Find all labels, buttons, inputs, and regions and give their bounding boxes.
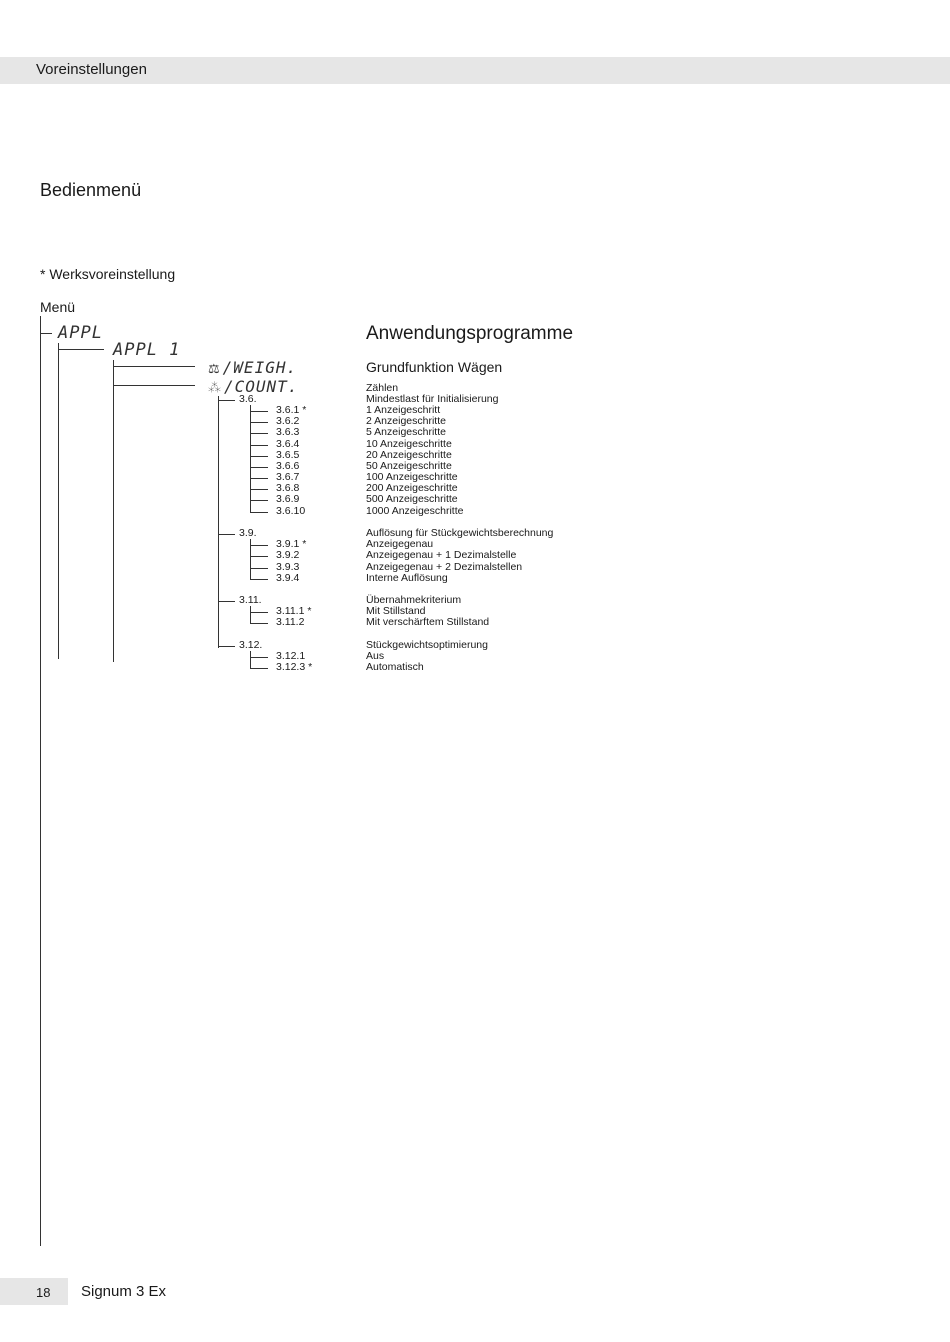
- menu-label: Menü: [40, 299, 76, 315]
- group-vertical-line: [250, 651, 251, 669]
- branch-line: [218, 646, 235, 647]
- option-description: Automatisch: [366, 661, 424, 673]
- option-description: 5 Anzeigeschritte: [366, 426, 446, 438]
- count-code-text: COUNT.: [234, 377, 299, 396]
- appl-display-code: APPL: [58, 323, 103, 343]
- count-vertical-line: [218, 396, 219, 648]
- leaf-line: [250, 623, 268, 624]
- branch-line: [218, 534, 235, 535]
- leaf-line: [250, 411, 268, 412]
- option-number: 3.11.: [239, 594, 262, 606]
- option-number: 3.6.1 *: [276, 404, 307, 416]
- option-description: Stückgewichtsoptimierung: [366, 639, 488, 651]
- leaf-line: [250, 556, 268, 557]
- page-title: Bedienmenü: [40, 180, 142, 200]
- option-description: Anzeigegenau + 1 Dezimalstelle: [366, 549, 517, 561]
- header-bar: [0, 57, 950, 84]
- option-description: Anzeigegenau: [366, 538, 434, 550]
- option-number: 3.9.3: [276, 561, 300, 573]
- option-number: 3.6.5: [276, 449, 300, 461]
- counting-icon: ⁂: [208, 381, 222, 396]
- leaf-line: [250, 456, 268, 457]
- header-section-title: Voreinstellungen: [36, 61, 147, 78]
- option-number: 3.9.: [239, 527, 257, 539]
- leaf-line: [250, 668, 268, 669]
- branch-line: [218, 400, 235, 401]
- option-number: 3.11.2: [276, 616, 305, 628]
- appl1-branch-line: [58, 349, 104, 350]
- page-number: 18: [36, 1285, 51, 1300]
- leaf-line: [250, 489, 268, 490]
- group-vertical-line: [250, 405, 251, 513]
- option-number: 3.6.8: [276, 482, 300, 494]
- leaf-line: [250, 545, 268, 546]
- weigh-display-code: ⚖ /WEIGH.: [208, 358, 298, 377]
- group-vertical-line: [250, 539, 251, 580]
- leaf-line: [250, 579, 268, 580]
- option-number: 3.9.1 *: [276, 538, 307, 550]
- leaf-line: [250, 445, 268, 446]
- option-description: 50 Anzeigeschritte: [366, 460, 452, 472]
- option-number: 3.12.3 *: [276, 661, 313, 673]
- leaf-line: [250, 612, 268, 613]
- leaf-line: [250, 478, 268, 479]
- weigh-code-text: WEIGH.: [233, 358, 298, 377]
- appl-vertical-line: [58, 343, 59, 659]
- option-description: Anzeigegenau + 2 Dezimalstellen: [366, 561, 523, 573]
- option-description: 20 Anzeigeschritte: [366, 449, 452, 461]
- group-vertical-line: [250, 606, 251, 624]
- leaf-line: [250, 467, 268, 468]
- factory-default-note: * Werksvoreinstellung: [40, 266, 176, 282]
- appl1-display-code: APPL 1: [113, 340, 181, 360]
- branch-line: [218, 601, 235, 602]
- option-number: 3.6.6: [276, 460, 300, 472]
- footer-product-name: Signum 3 Ex: [81, 1283, 167, 1300]
- option-description: Auflösung für Stückgewichtsberechnung: [366, 527, 554, 539]
- option-description: 1000 Anzeigeschritte: [366, 505, 464, 517]
- option-description: Mindestlast für Initialisierung: [366, 393, 499, 405]
- option-description: 10 Anzeigeschritte: [366, 438, 452, 450]
- option-number: 3.9.2: [276, 549, 300, 561]
- option-description: Mit verschärftem Stillstand: [366, 616, 490, 628]
- weigh-description: Grundfunktion Wägen: [366, 359, 503, 375]
- option-description: 100 Anzeigeschritte: [366, 471, 458, 483]
- applications-section-title: Anwendungsprogramme: [366, 323, 574, 344]
- appl-branch-line: [40, 333, 52, 334]
- option-number: 3.6.: [239, 393, 257, 405]
- option-description: Mit Stillstand: [366, 605, 426, 617]
- option-description: 500 Anzeigeschritte: [366, 493, 458, 505]
- option-number: 3.6.10: [276, 505, 306, 517]
- option-description: 2 Anzeigeschritte: [366, 415, 446, 427]
- option-number: 3.6.7: [276, 471, 300, 483]
- option-description: 1 Anzeigeschritt: [366, 404, 441, 416]
- option-number: 3.12.1: [276, 650, 306, 662]
- option-number: 3.6.4: [276, 438, 300, 450]
- option-number: 3.12.: [239, 639, 263, 651]
- option-description: Interne Auflösung: [366, 572, 448, 584]
- menu-trunk-line: [40, 316, 41, 1246]
- leaf-line: [250, 422, 268, 423]
- option-number: 3.11.1 *: [276, 605, 312, 617]
- option-number: 3.6.3: [276, 426, 300, 438]
- count-display-code: ⁂ /COUNT.: [208, 377, 299, 396]
- option-number: 3.6.9: [276, 493, 300, 505]
- option-description: Übernahmekriterium: [366, 594, 462, 606]
- option-number: 3.6.2: [276, 415, 300, 427]
- leaf-line: [250, 500, 268, 501]
- weigh-branch-line: [113, 366, 195, 367]
- appl1-vertical-line: [113, 360, 114, 662]
- scale-icon: ⚖: [208, 362, 221, 377]
- option-description: Aus: [366, 650, 385, 662]
- count-branch-line: [113, 385, 195, 386]
- footer-page-box: [0, 1278, 68, 1305]
- option-description: 200 Anzeigeschritte: [366, 482, 458, 494]
- count-description: Zählen: [366, 382, 399, 394]
- leaf-line: [250, 433, 268, 434]
- leaf-line: [250, 657, 268, 658]
- option-number: 3.9.4: [276, 572, 300, 584]
- leaf-line: [250, 568, 268, 569]
- leaf-line: [250, 512, 268, 513]
